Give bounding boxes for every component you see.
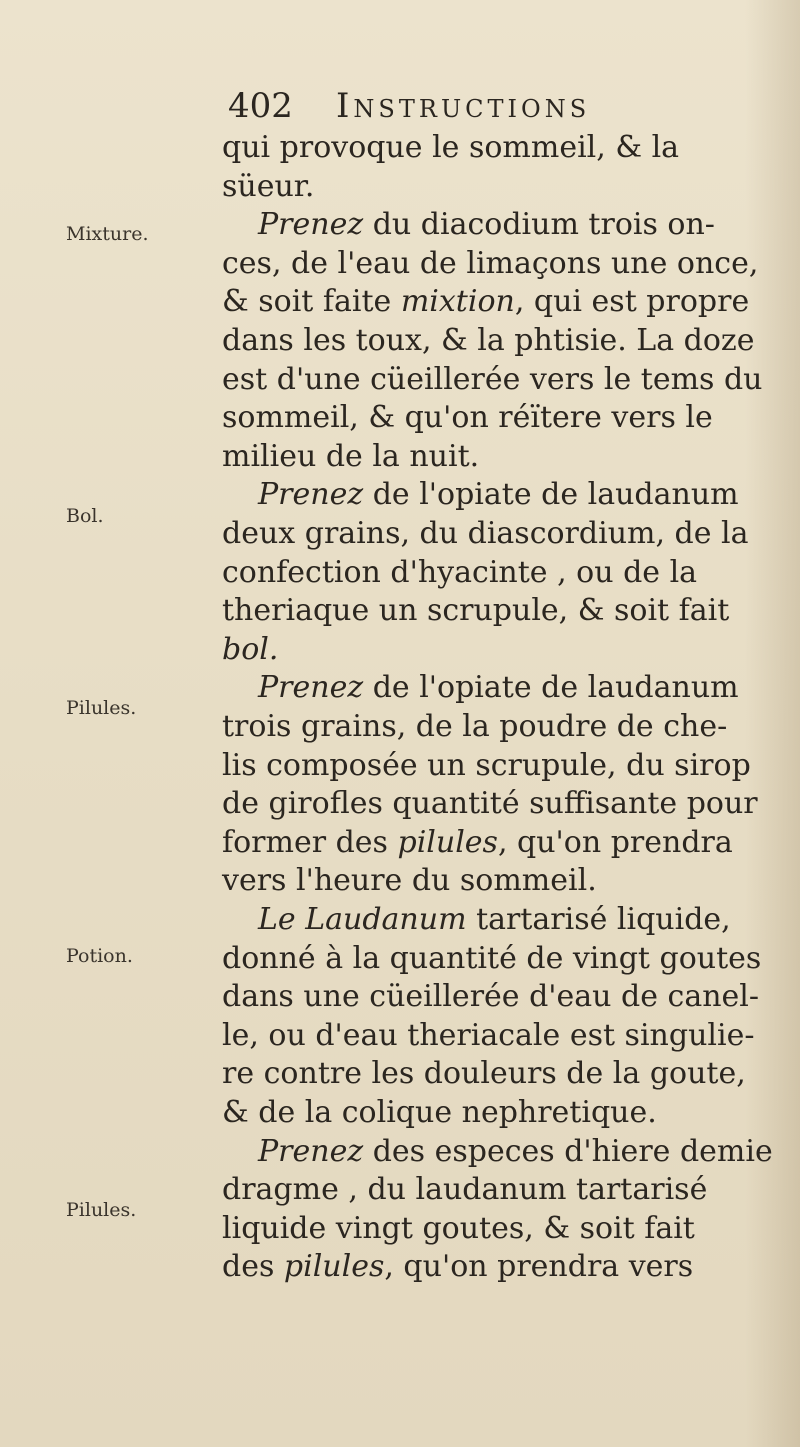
italic-term: Prenez	[258, 477, 364, 513]
text-line	[222, 1016, 762, 1056]
text-run: & de la colique nephretique.	[222, 1095, 657, 1130]
text-run: qui provoque le sommeil, & la	[222, 130, 680, 165]
text-line	[222, 321, 762, 361]
italic-term: bol.	[222, 631, 279, 667]
italic-term: Prenez	[258, 670, 364, 706]
margin-note-pilules: Pilules.	[66, 697, 137, 719]
text-run: des especes d'hiere demie	[363, 1133, 773, 1169]
text-run: ces, de l'eau de limaçons une once,	[222, 245, 759, 281]
text-line	[222, 244, 762, 284]
text-run: & soit faite	[222, 284, 401, 320]
text-run: trois grains, de la poudre de che-	[222, 709, 728, 744]
text-run: dans les toux, & la phtisie. La doze	[222, 323, 755, 358]
text-run: liquide vingt goutes, & soit fait	[222, 1210, 695, 1246]
text-line	[222, 282, 762, 322]
text-line	[222, 861, 762, 901]
text-line	[222, 823, 762, 863]
text-line	[222, 514, 762, 554]
italic-term: Prenez	[258, 1133, 364, 1169]
text-run: confection d'hyacinte , ou de la	[222, 554, 698, 590]
text-line	[222, 1209, 762, 1249]
italic-term: Prenez	[258, 207, 364, 243]
running-title: Instructions	[336, 86, 591, 126]
text-run: le, ou d'eau theriacale est singulie-	[222, 1017, 755, 1053]
text-line	[222, 591, 762, 631]
italic-term: pilules	[283, 1249, 385, 1285]
text-line	[222, 128, 762, 168]
text-run: former des	[222, 824, 398, 860]
text-run: , qu'on prendra	[497, 824, 733, 860]
running-header	[228, 86, 590, 126]
margin-note-bol: Bol.	[66, 505, 104, 527]
text-line	[222, 1054, 762, 1094]
text-run: sommeil, & qu'on réïtere vers le	[222, 400, 713, 436]
italic-term: Le Laudanum	[258, 902, 467, 937]
italic-term: mixtion	[400, 284, 515, 320]
text-line	[222, 630, 762, 670]
text-run: de l'opiate de laudanum	[363, 670, 739, 706]
text-run: dragme , du laudanum tartarisé	[222, 1172, 708, 1208]
margin-note-mixture: Mixture.	[66, 223, 149, 245]
text-line	[222, 900, 798, 940]
text-run: de l'opiate de laudanum	[363, 477, 739, 513]
text-run: de girofles quantité suffisante pour	[222, 786, 758, 822]
text-run: des	[222, 1249, 284, 1285]
text-line	[222, 746, 762, 786]
text-line	[222, 360, 762, 400]
text-run: milieu de la nuit.	[222, 438, 480, 474]
text-run: dans une cüeillerée d'eau de canel-	[222, 979, 760, 1015]
margin-note-potion: Potion.	[66, 945, 133, 967]
text-line	[222, 784, 762, 824]
text-run: est d'une cüeillerée vers le tems du	[222, 361, 763, 397]
text-run: tartarisé liquide,	[466, 902, 731, 937]
text-run: deux grains, du diascordium, de la	[222, 516, 749, 551]
text-line	[222, 1093, 762, 1133]
margin-note-pilules-2: Pilules.	[66, 1199, 137, 1221]
text-run: re contre les douleurs de la goute,	[222, 1056, 746, 1092]
text-run: süeur.	[222, 168, 315, 204]
text-line	[222, 398, 762, 438]
text-line	[222, 475, 798, 515]
text-run: , qu'on prendra vers	[384, 1249, 694, 1285]
text-line	[222, 167, 762, 207]
text-run: , qui est propre	[514, 284, 750, 320]
text-line	[222, 205, 798, 245]
text-line	[222, 1132, 798, 1172]
text-line	[222, 1247, 762, 1287]
text-line	[222, 977, 762, 1017]
text-run: theriaque un scrupule, & soit fait	[222, 593, 730, 629]
text-line	[222, 668, 798, 708]
text-run: lis composée un scrupule, du sirop	[222, 747, 751, 783]
text-run: du diacodium trois on-	[363, 207, 715, 243]
text-line	[222, 437, 762, 477]
page-number: 402	[228, 86, 293, 126]
text-line	[222, 707, 762, 747]
italic-term: pilules	[397, 824, 498, 860]
text-line	[222, 1170, 762, 1210]
text-line	[222, 939, 762, 979]
text-line	[222, 553, 762, 593]
text-run: vers l'heure du sommeil.	[222, 863, 597, 899]
text-run: donné à la quantité de vingt goutes	[222, 940, 762, 976]
